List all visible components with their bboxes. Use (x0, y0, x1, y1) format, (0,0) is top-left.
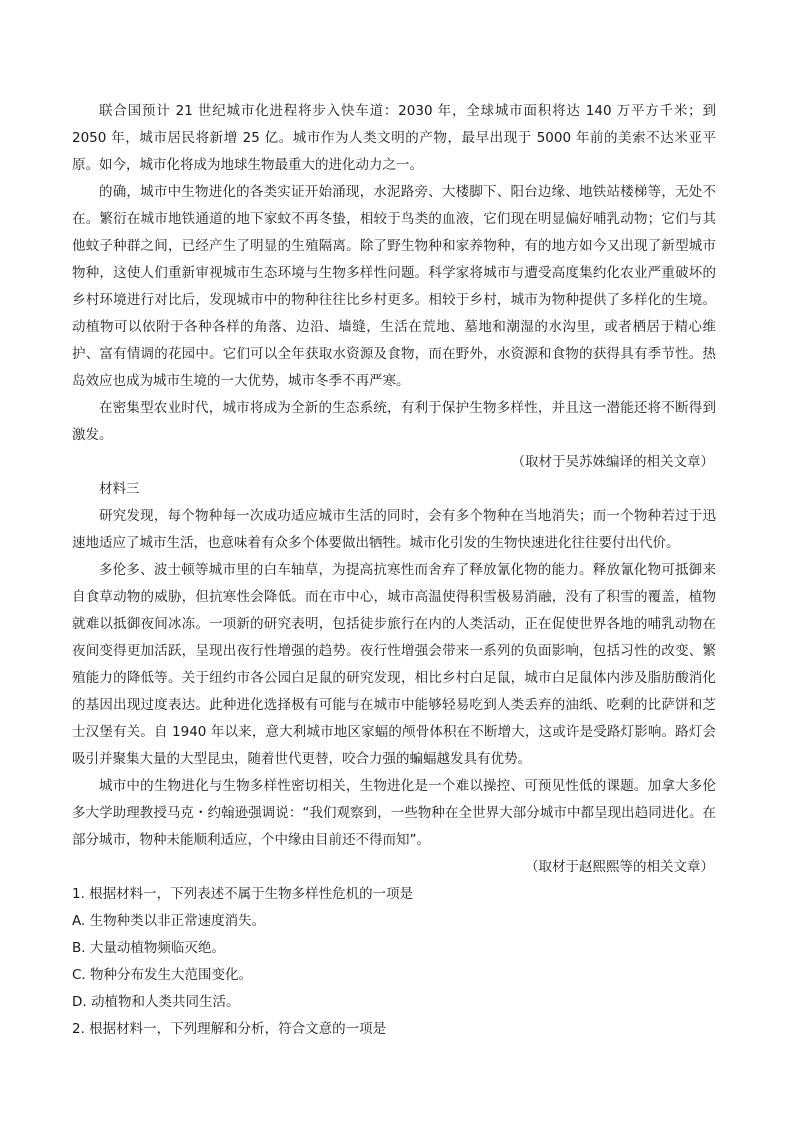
paragraph-convergent-evolution: 城市中的生物进化与生物多样性密切相关，生物进化是一个难以操控、可预见性低的课题。加拿大多伦多大学助理教授马克・约翰逊强调说：“我们观察到，一些物种在全世界大部分城市中都呈现出趋同进化。在部分城市，物种未能顺利适应，个中缘由目前还不得而知”。 (72, 778, 716, 848)
source-note-wu: （取材于吴苏姝编译的相关文章） (511, 454, 714, 470)
question-1-stem: 1. 根据材料一，下列表述不属于生物多样性危机的一项是 (72, 886, 414, 902)
paragraph-ecosystem-potential: 在密集型农业时代，城市将成为全新的生态系统，有利于保护生物多样性，并且这一潜能还将不断得到激发。 (72, 400, 716, 443)
question-1-option-b: B. 大量动植物频临灭绝。 (72, 940, 225, 956)
question-1-option-a: A. 生物种类以非正常速度消失。 (72, 913, 266, 929)
source-note-zhao: （取材于赵熙熙等的相关文章） (525, 859, 714, 875)
paragraph-urbanization-forecast: 联合国预计 21 世纪城市化进程将步入快车道：2030 年，全球城市面积将达 140 万平方千米；到 2050 年，城市居民将新增 25 亿。城市作为人类文明的产物，最早出现于 5000 年前的美索不达米亚平原。如今，城市化将成为地球生物最重大的进化动力之一。 (72, 103, 716, 173)
material-three-heading: 材料三 (99, 481, 140, 497)
question-1-option-c: C. 物种分布发生大范围变化。 (72, 967, 253, 983)
question-2-stem: 2. 根据材料一，下列理解和分析，符合文意的一项是 (72, 1021, 387, 1037)
paragraph-adaptation-cost: 研究发现，每个物种每一次成功适应城市生活的同时，会有多个物种在当地消失；而一个物种若过于迅速地适应了城市生活，也意味着有众多个体要做出牺牲。城市化引发的生物快速进化往往要付出代价。 (72, 508, 716, 551)
paragraph-urban-evolution-evidence: 的确，城市中生物进化的各类实证开始涌现，水泥路旁、大楼脚下、阳台边缘、地铁站楼梯等，无处不在。繁衍在城市地铁通道的地下家蚊不再冬蛰，相较于鸟类的血液，它们现在明显偏好哺乳动物；它们与其他蚊子种群之间，已经产生了明显的生殖隔离。除了野生物种和家养物种，有的地方如今又出现了新型城市物种，这使人们重新审视城市生态环境与生物多样性问题。科学家将城市与遭受高度集约化农业严重破坏的乡村环境进行对比后，发现城市中的物种往往比乡村更多。相较于乡村，城市为物种提供了多样化的生境。动植物可以依附于各种各样的角落、边沿、墙缝，生活在荒地、墓地和潮湿的水沟里，或者栖居于精心维护、富有情调的花园中。它们可以全年获取水资源及食物，而在野外，水资源和食物的获得具有季节性。热岛效应也成为城市生境的一大优势，城市冬季不再严寒。 (72, 184, 716, 389)
question-1-option-d: D. 动植物和人类共同生活。 (72, 994, 240, 1010)
paragraph-examples: 多伦多、波士顿等城市里的白车轴草，为提高抗寒性而舍弃了释放氰化物的能力。释放氰化物可抵御来自食草动物的威胁，但抗寒性会降低。而在市中心，城市高温使得积雪极易消融，没有了积雪的覆盖，植物就难以抵御夜间冰冻。一项新的研究表明，包括徒步旅行在内的人类活动，正在促使世界各地的哺乳动物在夜间变得更加活跃，呈现出夜行性增强的趋势。夜行性增强会带来一系列的负面影响，包括习性的改变、繁殖能力的降低等。关于纽约市各公园白足鼠的研究发现，相比乡村白足鼠，城市白足鼠体内涉及脂肪酸消化的基因出现过度表达。此种进化选择极有可能与在城市中能够轻易吃到人类丢弃的油纸、吃剩的比萨饼和芝士汉堡有关。自 1940 年以来，意大利城市地区家蝠的颅骨体积在不断增大，这或许是受路灯影响。路灯会吸引并聚集大量的大型昆虫，随着世代更替，咬合力强的蝙蝠越发具有优势。 (72, 562, 716, 767)
